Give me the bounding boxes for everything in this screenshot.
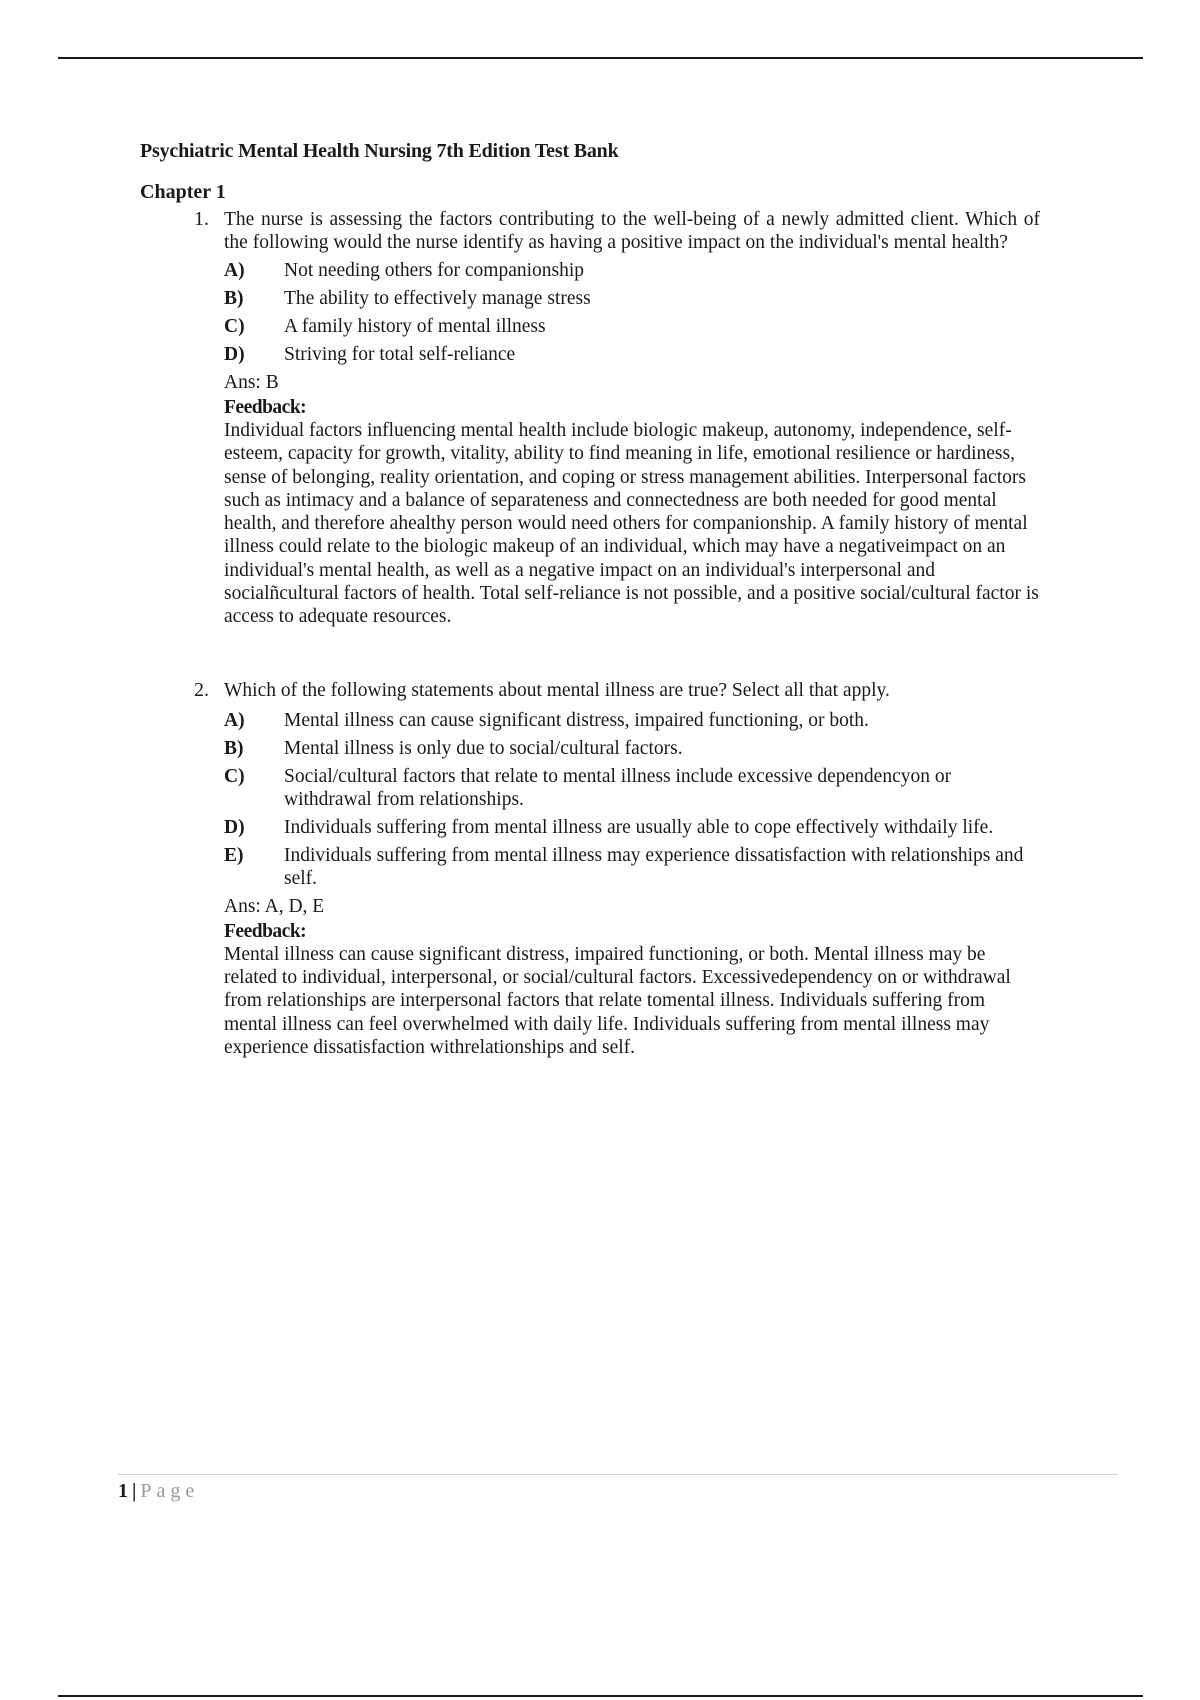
- option-list: [224, 259, 1040, 366]
- option-letter: D): [224, 344, 245, 365]
- chapter-heading: Chapter 1: [140, 181, 226, 203]
- document-body: [140, 140, 1040, 1059]
- option-c: [224, 315, 1040, 338]
- option-a: [224, 259, 1040, 282]
- top-rule: [58, 57, 1143, 59]
- question-2: [140, 679, 1040, 1059]
- page-number: 1: [118, 1480, 128, 1502]
- question-number: 2.: [194, 678, 209, 701]
- option-letter: C): [224, 765, 245, 787]
- page-footer: [118, 1480, 199, 1503]
- feedback-label: Feedback:: [224, 920, 307, 942]
- question-1: [140, 208, 1040, 629]
- option-d: [224, 816, 1040, 839]
- option-text: A family history of mental illness: [284, 316, 546, 337]
- page-label: Page: [140, 1480, 200, 1502]
- question-number: 1.: [194, 208, 209, 230]
- option-text: Individuals suffering from mental illness are usually able to cope effectively withdaily life.: [284, 816, 994, 838]
- option-text: Striving for total self-reliance: [284, 344, 516, 365]
- option-text: Social/cultural factors that relate to mental illness include excessive dependencyon or withdrawal from relationships.: [284, 765, 952, 810]
- option-d: [224, 343, 1040, 366]
- option-b: [224, 737, 1040, 760]
- question-text: The nurse is assessing the factors contributing to the well-being of a newly admitted client. Which of the following would the nurse identify as having a positive impact on the individual's mental health?: [224, 209, 1040, 253]
- option-letter: A): [224, 709, 245, 731]
- feedback-label: Feedback:: [224, 397, 307, 418]
- option-letter: B): [224, 737, 244, 759]
- feedback-text: Individual factors influencing mental health include biologic makeup, autonomy, independence, self-esteem, capacity for growth, vitality, ability to find meaning in life, emotional resilience or hardiness, sense of belonging, reality orientation, and coping or stress management abilities. Interpersonal factors such as intimacy and a balance of separateness and connectedness are both needed for good mental health, and therefore ahealthy person would need others for companionship. A family history of mental illness could relate to the biologic makeup of an individual, which may have a negativeimpact on an individual's mental health, as well as a negative impact on an individual's interpersonal and socialñcultural factors of health. Total self-reliance is not possible, and a positive social/cultural factor is access to adequate resources.: [224, 420, 1039, 628]
- option-a: [224, 709, 1040, 732]
- option-text: Mental illness is only due to social/cultural factors.: [284, 737, 683, 759]
- option-b: [224, 287, 1040, 310]
- option-text: Mental illness can cause significant distress, impaired functioning, or both.: [284, 709, 869, 731]
- option-text: The ability to effectively manage stress: [284, 288, 591, 309]
- answer-line: Ans: A, D, E: [224, 895, 325, 917]
- option-letter: D): [224, 816, 245, 838]
- document-title: Psychiatric Mental Health Nursing 7th Edition Test Bank: [140, 140, 619, 162]
- option-list: [224, 709, 1040, 890]
- footer-rule: [118, 1474, 1118, 1475]
- option-e: [224, 844, 1040, 890]
- option-letter: E): [224, 844, 244, 866]
- option-c: [224, 765, 1040, 811]
- footer-separator: |: [132, 1480, 137, 1502]
- option-letter: A): [224, 260, 245, 281]
- option-letter: C): [224, 316, 245, 337]
- question-text: Which of the following statements about mental illness are true? Select all that apply.: [224, 679, 890, 701]
- option-text: Not needing others for companionship: [284, 260, 585, 281]
- bottom-rule: [58, 1695, 1143, 1697]
- option-letter: B): [224, 288, 244, 309]
- feedback-text: Mental illness can cause significant distress, impaired functioning, or both. Mental illness may be related to individual, interpersonal, or social/cultural factors. Excessivedependency on or withdrawal from relationships are interpersonal factors that relate tomental illness. Individuals suffering from mental illness can feel overwhelmed with daily life. Individuals suffering from mental illness may experience dissatisfaction withrelationships and self.: [224, 943, 1011, 1058]
- option-text: Individuals suffering from mental illness may experience dissatisfaction with relationships and self.: [284, 844, 1024, 889]
- answer-line: Ans: B: [224, 372, 279, 393]
